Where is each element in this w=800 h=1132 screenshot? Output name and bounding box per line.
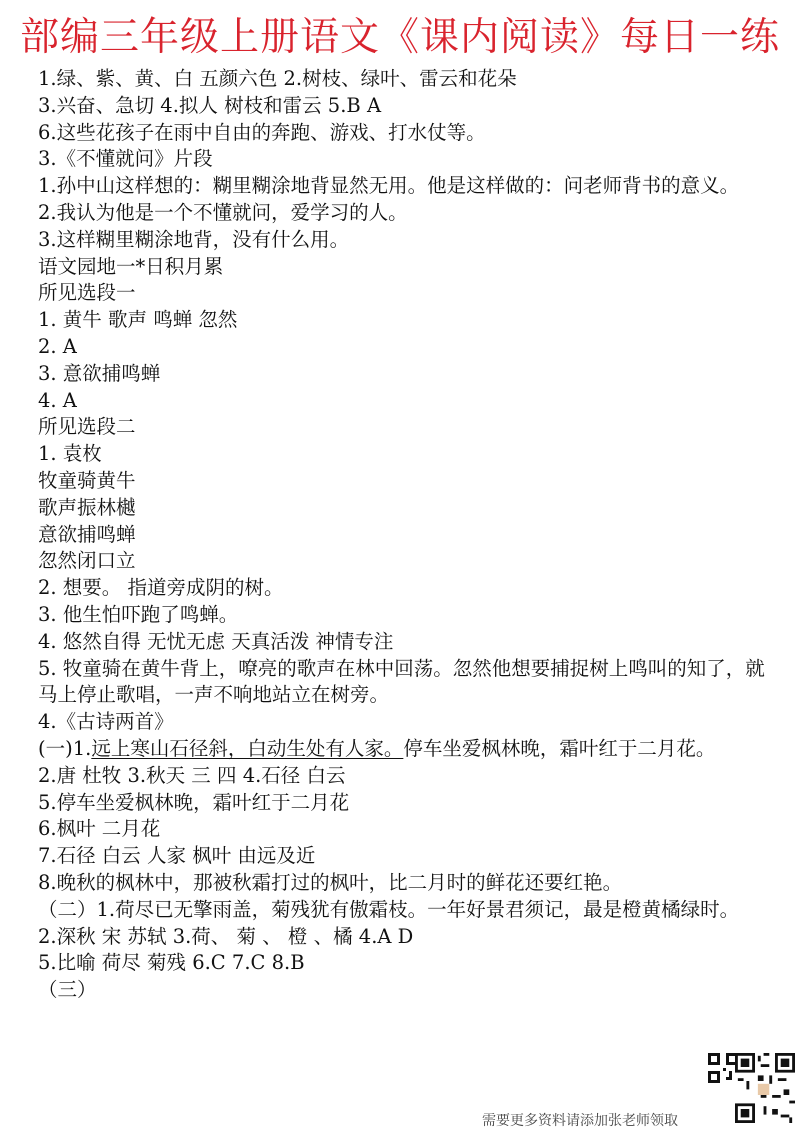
answer-line: 1. 黄牛 歌声 鸣蝉 忽然 bbox=[38, 308, 238, 332]
answer-line: 5.停车坐爱枫林晚，霜叶红于二月花 bbox=[38, 790, 350, 814]
answer-line: 6.枫叶 二月花 bbox=[38, 817, 161, 841]
answer-line-with-underline bbox=[38, 736, 778, 763]
answer-line: 7.石径 白云 人家 枫叶 由远及近 bbox=[38, 844, 316, 868]
answer-line: 3.兴奋、急切 4.拟人 树枝和雷云 5.B A bbox=[38, 93, 382, 117]
section-heading: 语文园地一*日积月累 bbox=[38, 254, 224, 278]
answer-line: 2. A bbox=[38, 334, 77, 358]
answer-line: 1. 袁枚 bbox=[38, 442, 102, 466]
poem-line: 牧童骑黄牛 bbox=[38, 468, 136, 492]
qr-code-icon bbox=[735, 1053, 795, 1123]
line-prefix: (一)1. bbox=[38, 736, 92, 760]
section-heading: （三） bbox=[38, 978, 97, 1002]
answer-line: 4. A bbox=[38, 388, 77, 412]
answer-line: 8.晚秋的枫林中，那被秋霜打过的枫叶，比二月时的鲜花还要红艳。 bbox=[38, 870, 623, 894]
answer-line: 3.这样糊里糊涂地背，没有什么用。 bbox=[38, 227, 350, 251]
poem-line: 歌声振林樾 bbox=[38, 495, 136, 519]
qr-code-small bbox=[708, 1053, 738, 1083]
section-heading: 4.《古诗两首》 bbox=[38, 710, 174, 734]
line-suffix: 停车坐爱枫林晚，霜叶红于二月花。 bbox=[403, 736, 716, 760]
qr-code bbox=[735, 1053, 795, 1123]
footer-note: 需要更多资料请添加张老师领取 bbox=[482, 1113, 678, 1129]
poem-line: 意欲捕鸣蝉 bbox=[38, 522, 136, 546]
page-title: 部编三年级上册语文《课内阅读》每日一练 bbox=[19, 15, 780, 60]
answer-line: 4. 悠然自得 无忧无虑 天真活泼 神情专注 bbox=[38, 629, 394, 653]
qr-code-icon bbox=[708, 1053, 738, 1083]
poem-line: 忽然闭口立 bbox=[38, 549, 136, 573]
section-heading: 所见选段二 bbox=[38, 415, 136, 439]
answer-line: 1.绿、紫、黄、白 五颜六色 2.树枝、绿叶、雷云和花朵 bbox=[38, 67, 517, 90]
answer-line: 3. 他生怕吓跑了鸣蝉。 bbox=[38, 602, 239, 626]
answer-line: 2.我认为他是一个不懂就问，爱学习的人。 bbox=[38, 200, 408, 224]
answer-line: 6.这些花孩子在雨中自由的奔跑、游戏、打水仗等。 bbox=[38, 120, 486, 144]
answer-line: 2.深秋 宋 苏轼 3.荷、 菊 、 橙 、橘 4.A D bbox=[38, 924, 414, 948]
section-heading: 所见选段一 bbox=[38, 281, 136, 305]
section-heading: 3.《不懂就问》片段 bbox=[38, 147, 213, 171]
answer-line: 5.比喻 荷尽 菊残 6.C 7.C 8.B bbox=[38, 951, 305, 975]
answer-line: 1.孙中山这样想的：糊里糊涂地背显然无用。他是这样做的：问老师背书的意义。 bbox=[38, 174, 740, 198]
underlined-text: 远上寒山石径斜，白动生处有人家。 bbox=[91, 736, 404, 760]
answer-line: 2.唐 杜牧 3.秋天 三 四 4.石径 白云 bbox=[38, 763, 346, 787]
answer-line: 5. 牧童骑在黄牛背上，嘹亮的歌声在林中回荡。忽然他想要捕捉树上鸣叫的知了，就马上停止歌唱，一声不响地站立在树旁。 bbox=[38, 656, 765, 707]
answer-content bbox=[38, 66, 778, 1004]
answer-line: 2. 想要。 指道旁成阴的树。 bbox=[38, 576, 284, 600]
answer-line: 3. 意欲捕鸣蝉 bbox=[38, 361, 161, 385]
answer-line: （二）1.荷尽已无擎雨盖，菊残犹有傲霜枝。一年好景君须记，最是橙黄橘绿时。 bbox=[38, 897, 740, 921]
